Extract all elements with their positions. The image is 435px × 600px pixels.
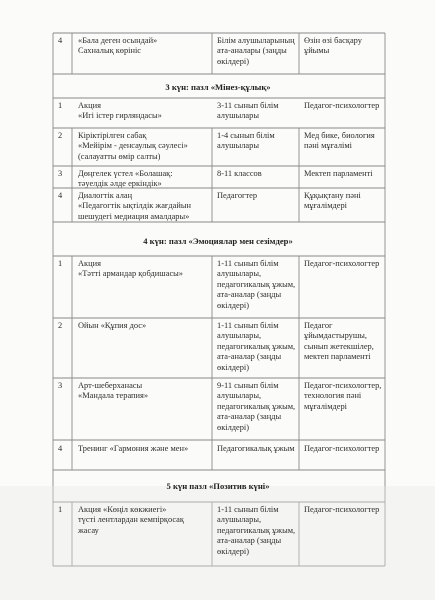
table-row-responsible: Педагог-психологтер, технология пәні мұғалімдері [304,381,382,411]
table-row-event: Акция «Игі істер гирляндасы» [78,101,162,121]
table-row-num: 1 [58,101,63,110]
table-row-responsible: Педагог ұйымдастырушы, сынып жетекшілер, мектеп парламенті [304,321,374,362]
table-row-event: Тренинг «Гармония және мен» [78,444,189,453]
table-row-num: 1 [58,259,63,268]
table-row-participants: 9-11 сынып білім алушылары, педагогикалық ұжым, ата-аналар (заңды өкілдері) [217,381,296,432]
table-row-responsible: Педагог-психологтер [304,259,380,268]
table-row-num: 3 [58,381,63,390]
table-row-responsible: Педагог-психологтер [304,505,380,514]
table-row-event: Акция «Тәтті армандар қобдишасы» [78,259,183,279]
table-row-participants: Педагогикалық ұжым [217,444,295,453]
table-row-num: 4 [58,444,63,453]
table-row-event: Ойын «Құпия дос» [78,321,147,330]
table-row-participants: 1-11 сынып білім алушылары, педагогикалық ұжым, ата-аналар (заңды өкілдері) [217,259,296,310]
table-row-responsible: Өзін өзі басқару ұйымы [304,36,362,56]
table-row-participants: 1-11 сынып білім алушылары, педагогикалық ұжым, ата-аналар (заңды өкілдері) [217,321,296,372]
table-row-participants: 3-11 сынып білім алушылары [217,101,279,121]
table-row-responsible: Педагог-психологтер [304,101,380,110]
table-row-responsible: Мектеп парламенті [304,169,373,178]
table-row-responsible: Педагог-психологтер [304,444,380,453]
table-row-event: «Бала деген осындай» Сахналық көрініс [78,36,158,56]
table-row-responsible: Мед бике, биология пәні мұғалімі [304,131,375,151]
table-row-event: Арт-шеберханасы «Мандала терапия» [78,381,149,401]
table-row-participants: Педагогтер [217,191,258,200]
table-row-num: 4 [58,36,63,45]
table-row-event: Акция «Көңіл көкжиегі» түсті лентлардан кемпірқосақ жасау [78,505,184,535]
table-row-responsible: Құқықтану пәні мұғалімдері [304,191,361,211]
table-row-num: 2 [58,321,63,330]
table-row-num: 3 [58,169,63,178]
day4-title: 4 күн: пазл «Эмоциялар мен сезімдер» [143,236,293,246]
table-row-event: Дөңгелек үстел «Болашақ: тәуелдік әлде еркіндік» [78,169,173,189]
table-row-event: Диалогтік алаң «Педагогтік ықтілдік жағдайын шешудегі медиация амалдары» [78,191,191,221]
table-row-num: 1 [58,505,63,514]
table-row-num: 4 [58,191,63,200]
table-row-participants: Білім алушыларының ата-аналары (заңды өкілдері) [217,36,295,66]
table-row-participants: 1-4 сынып білім алушылары [217,131,275,151]
table-row-participants: 1-11 сынып білім алушылары, педагогикалық ұжым, ата-аналар (заңды өкілдері) [217,505,296,556]
day5-title: 5 күн пазл «Позитив күні» [166,481,270,491]
day3-title: 3 күн: пазл «Мінез-құлық» [165,82,271,92]
table-row-event: Кіріктірілген сабақ «Мейірім - денсаулық сәулесі» (салауатты өмір салты) [78,131,188,161]
table-row-participants: 8-11 классов [217,169,262,178]
table-row-num: 2 [58,131,63,140]
